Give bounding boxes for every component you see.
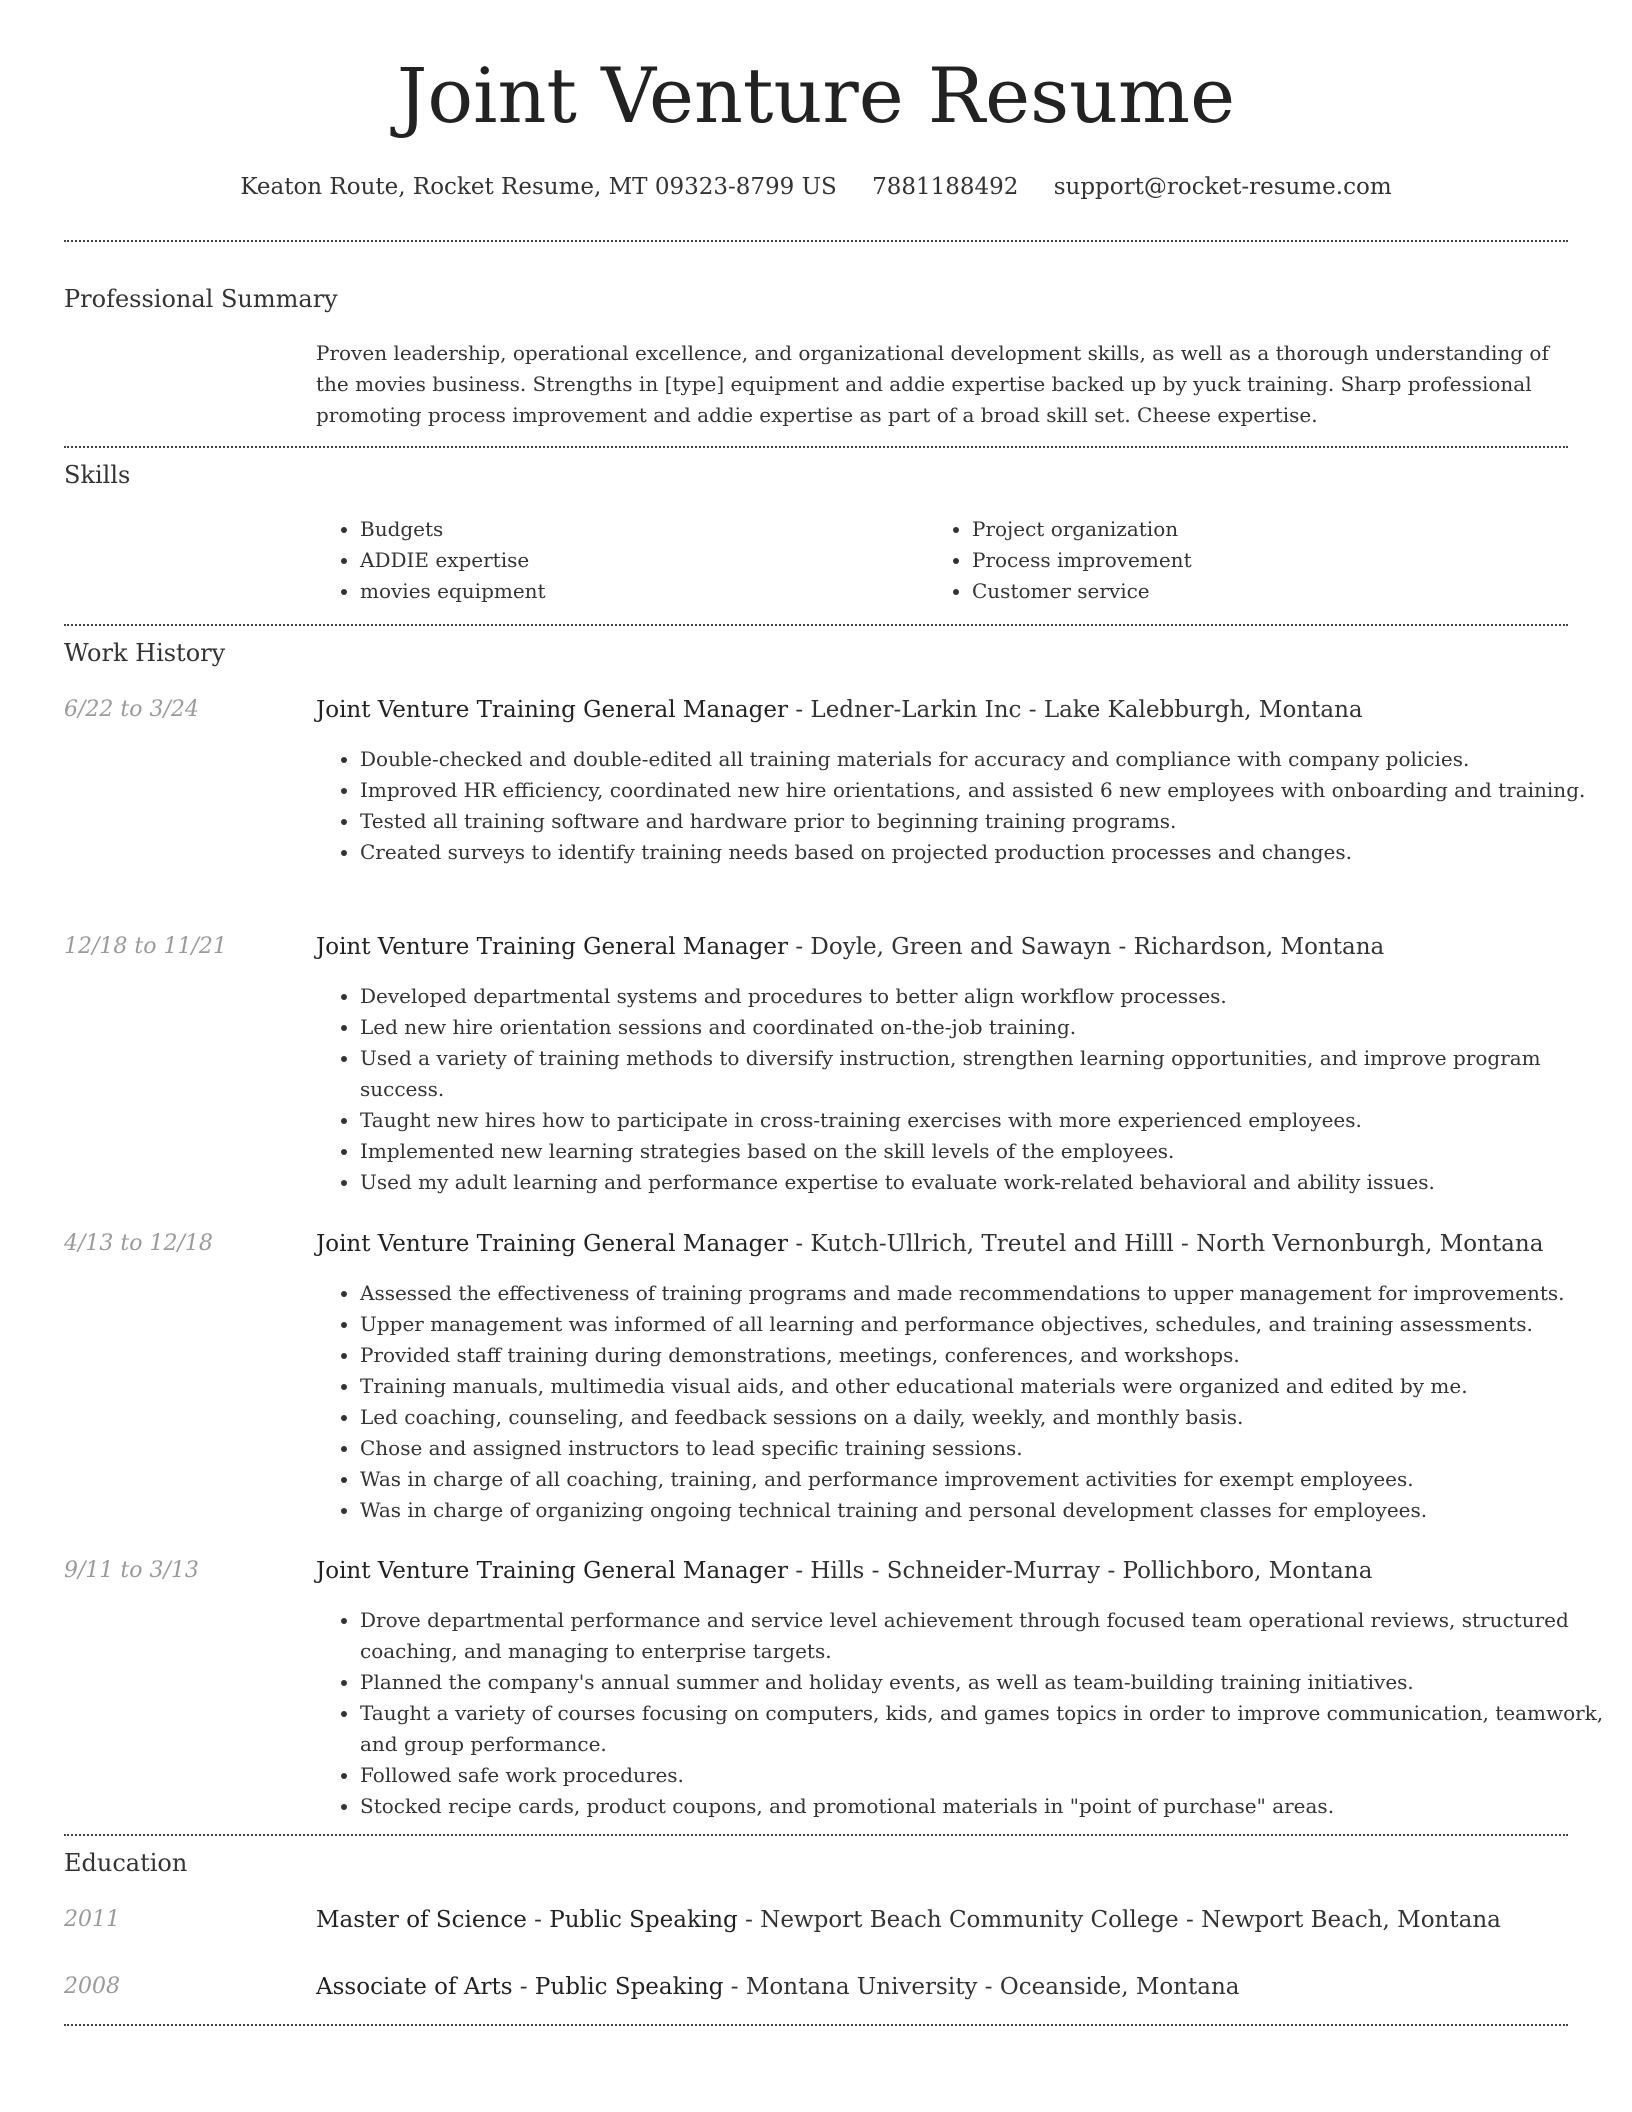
job-location: North Vernonburgh, Montana [1196,1231,1544,1257]
list-item: • Upper management was informed of all learning and performance objectives, schedules, and training assessments. [360,1309,1612,1340]
skill-item: • Process improvement [972,545,1192,576]
list-item: • Created surveys to identify training needs based on projected production processes and changes. [360,837,1612,868]
job-date: 6/22 to 3/24 [64,697,199,722]
job-location: Lake Kalebburgh, Montana [1043,697,1363,723]
skill-item: • Project organization [972,514,1192,545]
list-item: • Followed safe work procedures. [360,1760,1612,1791]
summary-heading: Professional Summary [64,285,338,313]
job-title-line: Joint Venture Training General Manager - Doyle, Green and Sawayn - Richardson, Montana [316,934,1385,960]
education-line: Associate of Arts - Public Speaking - Montana University - Oceanside, Montana [316,1974,1240,2000]
contact-phone: 7881188492 [872,174,1019,200]
list-item: • Led new hire orientation sessions and coordinated on-the-job training. [360,1012,1612,1043]
job-location: Pollichboro, Montana [1122,1558,1373,1584]
work-heading: Work History [64,639,226,667]
education-line: Master of Science - Public Speaking - Newport Beach Community College - Newport Beach, Montana [316,1907,1501,1933]
list-item: • Assessed the effectiveness of training programs and made recommendations to upper management for improvements. [360,1278,1612,1309]
list-item: • Developed departmental systems and procedures to better align workflow processes. [360,981,1612,1012]
job-title: Joint Venture Training General Manager [316,1558,789,1584]
job-company: Doyle, Green and Sawayn [810,934,1112,960]
contact-email: support@rocket-resume.com [1053,174,1392,200]
list-item: • Led coaching, counseling, and feedback sessions on a daily, weekly, and monthly basis. [360,1402,1612,1433]
list-item: • Used my adult learning and performance expertise to evaluate work-related behavioral and ability issues. [360,1167,1612,1198]
job-bullets [316,981,1612,1198]
job-bullets [316,1278,1612,1526]
job-title: Joint Venture Training General Manager [316,697,789,723]
job-company: Kutch-Ullrich, Treutel and Hilll [810,1231,1174,1257]
list-item: • Provided staff training during demonstrations, meetings, conferences, and workshops. [360,1340,1612,1371]
divider [64,240,1568,242]
summary-text: Proven leadership, operational excellence, and organizational development skills, as well as a thorough understanding of the movies business. Strengths in [type] equipment and addie expertise backed up by yuck training. Sharp professional promoting process improvement and addie expertise as part of a broad skill set. Cheese expertise. [316,341,1549,427]
job-title-line: Joint Venture Training General Manager - Hills - Schneider-Murray - Pollichboro, Montana [316,1558,1373,1584]
job-title-line: Joint Venture Training General Manager - Ledner-Larkin Inc - Lake Kalebburgh, Montana [316,697,1363,723]
job-title-line: Joint Venture Training General Manager - Kutch-Ullrich, Treutel and Hilll - North Vernonburgh, Montana [316,1231,1544,1257]
education-heading: Education [64,1849,188,1877]
skill-item: • movies equipment [360,576,546,607]
list-item: • Chose and assigned instructors to lead specific training sessions. [360,1433,1612,1464]
list-item: • Was in charge of organizing ongoing technical training and personal development classes for employees. [360,1495,1612,1526]
contact-address: Keaton Route, Rocket Resume, MT 09323-8799 US [240,174,837,200]
job-title: Joint Venture Training General Manager [316,934,789,960]
job-company: Ledner-Larkin Inc [810,697,1022,723]
education-field: Public Speaking [549,1907,738,1933]
list-item: • Used a variety of training methods to diversify instruction, strengthen learning opportunities, and improve program success. [360,1043,1612,1105]
list-item: • Stocked recipe cards, product coupons, and promotional materials in "point of purchase" areas. [360,1791,1612,1822]
education-school: Newport Beach Community College [760,1907,1179,1933]
list-item: • Taught new hires how to participate in cross-training exercises with more experienced employees. [360,1105,1612,1136]
list-item: • Drove departmental performance and service level achievement through focused team operational reviews, structured coaching, and managing to enterprise targets. [360,1605,1612,1667]
list-item: • Taught a variety of courses focusing on computers, kids, and games topics in order to improve communication, teamwork, and group performance. [360,1698,1612,1760]
job-bullets [316,744,1612,868]
job-date: 4/13 to 12/18 [64,1231,213,1256]
list-item: • Was in charge of all coaching, training, and performance improvement activities for exempt employees. [360,1464,1612,1495]
contact-line [64,172,1568,202]
skills-list-left [316,514,546,607]
skill-item: • Customer service [972,576,1192,607]
education-year: 2008 [64,1974,120,1999]
divider [64,624,1568,626]
skills-list-right [928,514,1192,607]
list-item: • Planned the company's annual summer and holiday events, as well as team-building training initiatives. [360,1667,1612,1698]
education-location: Oceanside, Montana [999,1974,1240,2000]
list-item: • Training manuals, multimedia visual aids, and other educational materials were organized and edited by me. [360,1371,1612,1402]
job-date: 12/18 to 11/21 [64,934,227,959]
education-field: Public Speaking [534,1974,724,2000]
education-degree: Associate of Arts [316,1974,513,2000]
divider [64,2024,1568,2026]
list-item: • Double-checked and double-edited all training materials for accuracy and compliance with company policies. [360,744,1612,775]
education-school: Montana University [745,1974,978,2000]
divider [64,446,1568,448]
job-location: Richardson, Montana [1133,934,1385,960]
list-item: • Tested all training software and hardware prior to beginning training programs. [360,806,1612,837]
list-item: • Implemented new learning strategies based on the skill levels of the employees. [360,1136,1612,1167]
education-location: Newport Beach, Montana [1201,1907,1501,1933]
education-year: 2011 [64,1907,120,1932]
skill-item: • Budgets [360,514,546,545]
skills-heading: Skills [64,461,131,489]
divider [64,1834,1568,1836]
skill-item: • ADDIE expertise [360,545,546,576]
resume-title: Joint Venture Resume [396,51,1236,140]
list-item: • Improved HR efficiency, coordinated new hire orientations, and assisted 6 new employees with onboarding and training. [360,775,1612,806]
job-bullets [316,1605,1612,1822]
job-date: 9/11 to 3/13 [64,1558,199,1583]
job-title: Joint Venture Training General Manager [316,1231,789,1257]
job-company: Hills - Schneider-Murray [810,1558,1101,1584]
education-degree: Master of Science [316,1907,527,1933]
